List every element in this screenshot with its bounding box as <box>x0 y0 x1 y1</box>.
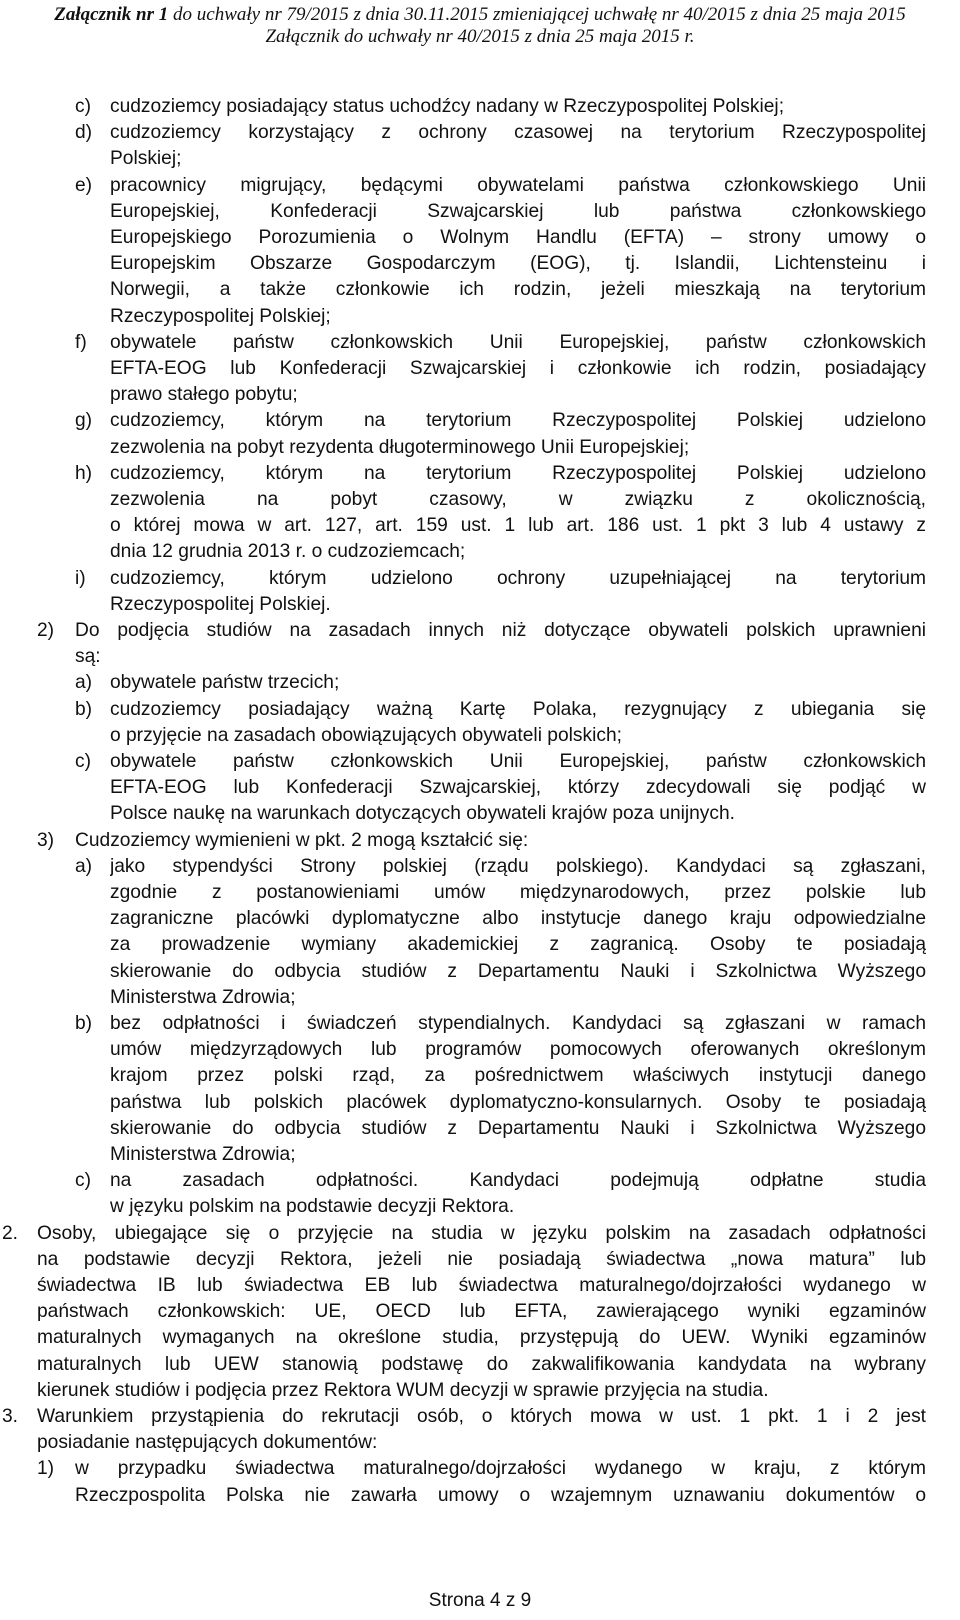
list-marker: c) <box>75 1170 91 1192</box>
attachment-number: Załącznik nr 1 <box>54 4 169 25</box>
list-marker: c) <box>75 751 91 772</box>
text-line: obywatele państw członkowskich Unii Europejskiej, państw członkowskich <box>110 751 926 772</box>
text-line: Warunkiem przystąpienia do rekrutacji osób, o których mowa w ust. 1 pkt. 1 i 2 jest <box>37 1406 926 1427</box>
text-line: bez odpłatności i świadczeń stypendialnych. Kandydaci są zgłaszani w ramach <box>110 1013 926 1034</box>
text-line: Rzeczypospolitej Polskiej. <box>110 593 331 615</box>
header-resolution-text: do uchwały nr 79/2015 z dnia 30.11.2015 zmieniającej uchwałę nr 40/2015 z dnia 25 maja 2015 <box>168 4 906 25</box>
text-line: państwa lub polskich placówek dyplomatyczno-konsularnych. Osoby te posiadają <box>110 1091 926 1113</box>
list-marker: f) <box>75 331 87 353</box>
list-marker: 1) <box>37 1458 55 1480</box>
text-line: cudzoziemcy, którym na terytorium Rzeczypospolitej Polskiej udzielono <box>110 410 926 432</box>
text-line: zezwolenia na pobyt rezydenta długoterminowego Unii Europejskiej; <box>110 436 690 458</box>
text-line: Norwegii, a także członkowie ich rodzin, jeżeli mieszkają na terytorium <box>110 279 926 301</box>
text-line: świadectwa IB lub świadectwa EB lub świadectwa maturalnego/dojrzałości wydanego w <box>37 1275 926 1296</box>
text-line: są: <box>75 646 101 668</box>
text-line: obywatele państw członkowskich Unii Europejskiej, państw członkowskich <box>110 331 926 353</box>
list-marker: a) <box>75 855 93 877</box>
text-line: EFTA-EOG lub Konfederacji Szwajcarskiej, którzy zdecydowali się podjąć w <box>110 777 926 799</box>
text-line: pracownicy migrujący, będącymi obywatelami państwa członkowskiego Unii <box>110 174 926 196</box>
list-marker: g) <box>75 410 93 432</box>
document-header-line-2: Załącznik do uchwały nr 40/2015 z dnia 25 maja 2015 r. <box>265 26 695 47</box>
list-marker: 2. <box>2 1222 19 1244</box>
list-marker: i) <box>75 567 86 589</box>
text-line: Cudzoziemcy wymienieni w pkt. 2 mogą kształcić się: <box>75 829 529 851</box>
list-marker: d) <box>75 122 93 144</box>
document-header-line-1 <box>0 4 960 26</box>
text-line: Ministerstwa Zdrowia; <box>110 986 296 1008</box>
text-line: w języku polskim na podstawie decyzji Rektora. <box>110 1196 515 1218</box>
text-line: EFTA-EOG lub Konfederacji Szwajcarskiej i członkowie ich rodzin, posiadający <box>110 358 926 379</box>
text-line: w przypadku świadectwa maturalnego/dojrzałości wydanego w kraju, z którym <box>75 1458 926 1480</box>
text-line: skierowanie do odbycia studiów z Departamentu Nauki i Szkolnictwa Wyższego <box>110 960 926 982</box>
text-line: Europejskiego Porozumienia o Wolnym Handlu (EFTA) – strony umowy o <box>110 227 926 248</box>
list-marker: a) <box>75 672 93 694</box>
text-line: cudzoziemcy posiadający status uchodźcy nadany w Rzeczypospolitej Polskiej; <box>110 96 785 117</box>
text-line: o przyjęcie na zasadach obowiązujących obywateli polskich; <box>110 724 622 746</box>
text-line: na podstawie decyzji Rektora, jeżeli nie posiadają świadectwa „nowa matura” lub <box>37 1248 926 1270</box>
text-line: maturalnych wymaganych na określone studia, przystępują do UEW. Wyniki egzaminów <box>37 1327 926 1349</box>
text-line: Do podjęcia studiów na zasadach innych niż dotyczące obywateli polskich uprawnieni <box>75 620 926 641</box>
page-number: Strona 4 z 9 <box>428 1590 532 1611</box>
text-line: obywatele państw trzecich; <box>110 672 340 694</box>
text-line: Polskiej; <box>110 148 182 170</box>
list-marker: 3) <box>37 829 55 851</box>
text-line: zagraniczne placówki dyplomatyczne albo instytucje danego kraju odpowiedzialne <box>110 908 926 930</box>
text-line: prawo stałego pobytu; <box>110 384 298 406</box>
list-marker: b) <box>75 698 93 720</box>
list-marker: b) <box>75 1013 93 1034</box>
text-line: umów międzyrządowych lub programów pomocowych oferowanych określonym <box>110 1039 926 1061</box>
text-line: Europejskim Obszarze Gospodarczym (EOG), tj. Islandii, Lichtensteinu i <box>110 253 926 275</box>
list-marker: e) <box>75 174 93 196</box>
list-marker: c) <box>75 96 91 117</box>
text-line: Rzeczpospolita Polska nie zawarła umowy o wzajemnym uznawaniu dokumentów o <box>75 1484 926 1506</box>
text-line: Osoby, ubiegające się o przyjęcie na studia w języku polskim na zasadach odpłatności <box>37 1222 926 1244</box>
text-line: krajom przez polski rząd, za pośrednictwem właściwych instytucji danego <box>110 1065 926 1087</box>
text-line: cudzoziemcy posiadający ważną Kartę Polaka, rezygnujący z ubiegania się <box>110 698 926 720</box>
text-line: Rzeczypospolitej Polskiej; <box>110 305 331 327</box>
text-line: dnia 12 grudnia 2013 r. o cudzoziemcach; <box>110 541 466 563</box>
text-line: cudzoziemcy korzystający z ochrony czasowej na terytorium Rzeczypospolitej <box>110 122 926 144</box>
text-line: zgodnie z postanowieniami umów międzynarodowych, przez polskie lub <box>110 882 926 903</box>
text-line: jako stypendyści Strony polskiej (rządu polskiego). Kandydaci są zgłaszani, <box>110 855 926 877</box>
text-line: za prowadzenie wymiany akademickiej z zagranicą. Osoby te posiadają <box>110 934 926 956</box>
list-marker: 3. <box>2 1406 19 1427</box>
text-line: skierowanie do odbycia studiów z Departamentu Nauki i Szkolnictwa Wyższego <box>110 1117 926 1139</box>
text-line: państwach członkowskich: UE, OECD lub EFTA, zawierającego wyniki egzaminów <box>37 1301 926 1323</box>
text-line: cudzoziemcy, którym udzielono ochrony uzupełniającej na terytorium <box>110 567 926 589</box>
list-marker: 2) <box>37 620 55 641</box>
text-line: o której mowa w art. 127, art. 159 ust. 1 lub art. 186 ust. 1 pkt 3 lub 4 ustawy z <box>110 515 926 537</box>
text-line: Ministerstwa Zdrowia; <box>110 1144 296 1165</box>
text-line: zezwolenia na pobyt czasowy, w związku z okolicznością, <box>110 489 926 510</box>
text-line: cudzoziemcy, którym na terytorium Rzeczypospolitej Polskiej udzielono <box>110 462 926 484</box>
text-line: Polsce naukę na warunkach dotyczących obywateli krajów poza unijnych. <box>110 803 735 825</box>
text-line: maturalnych lub UEW stanowią podstawę do zakwalifikowania kandydata na wybrany <box>37 1353 926 1375</box>
text-line: kierunek studiów i podjęcia przez Rektora WUM decyzji w sprawie przyjęcia na studia. <box>37 1379 769 1401</box>
text-line: na zasadach odpłatności. Kandydaci podejmują odpłatne studia <box>110 1170 926 1192</box>
text-line: Europejskiej, Konfederacji Szwajcarskiej lub państwa członkowskiego <box>110 200 926 222</box>
text-line: posiadanie następujących dokumentów: <box>37 1432 378 1454</box>
list-marker: h) <box>75 462 93 484</box>
